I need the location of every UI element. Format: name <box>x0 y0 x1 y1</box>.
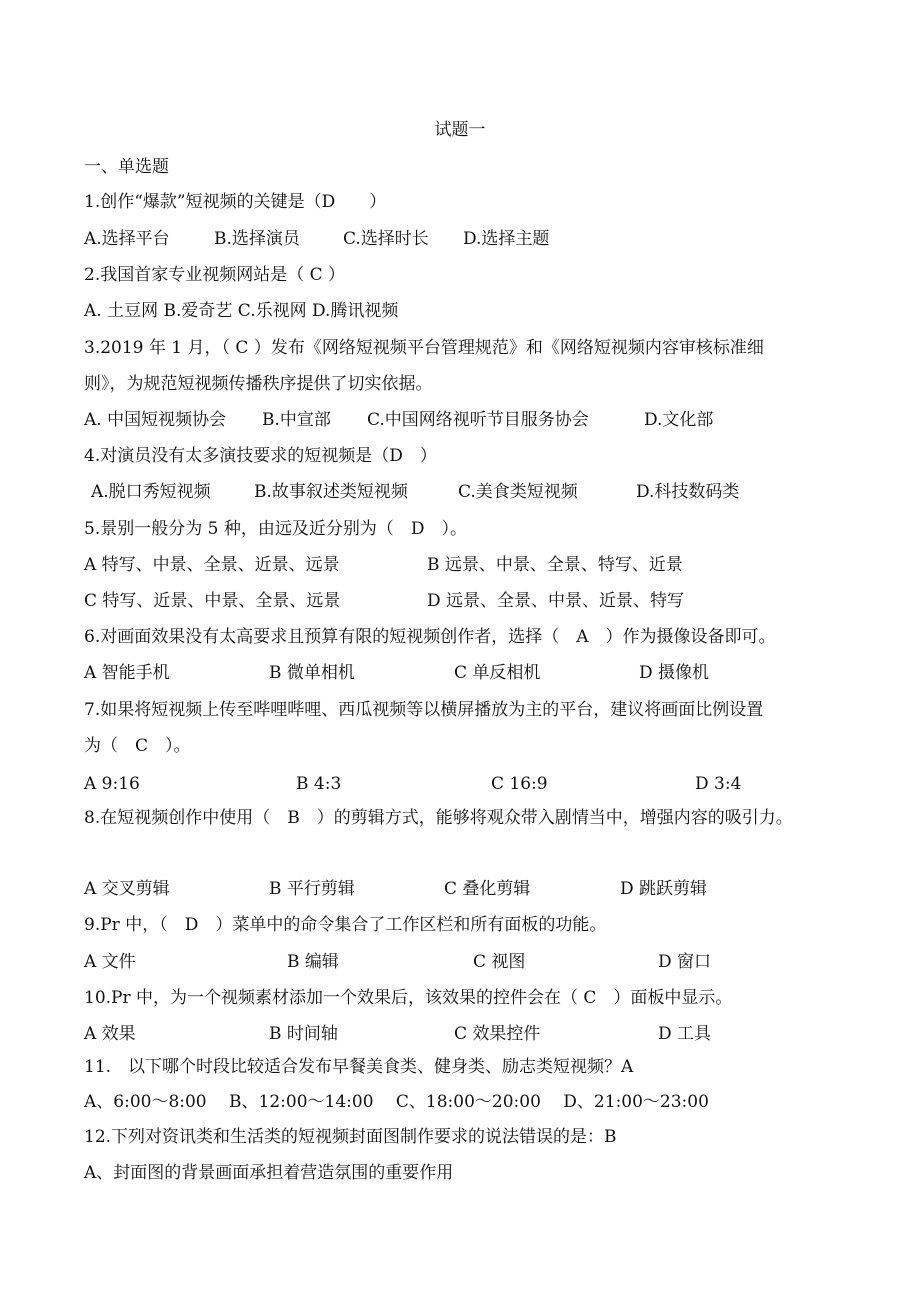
question-5-option-d: D 远景、全景、中景、近景、特写 <box>427 591 685 611</box>
section-heading: 一、单选题 <box>84 157 169 177</box>
question-10-option-a: A 效果 <box>84 1024 136 1044</box>
question-12-option-a: A、封面图的背景画面承担着营造氛围的重要作用 <box>84 1163 454 1183</box>
question-3-stem-line-2: 则》，为规范短视频传播秩序提供了切实依据。 <box>84 374 433 394</box>
question-6-option-d: D 摄像机 <box>639 663 710 683</box>
question-5-option-a: A 特写、中景、全景、近景、远景 <box>84 555 340 575</box>
question-9-option-c: C 视图 <box>473 952 526 972</box>
question-5-option-b: B 远景、中景、全景、特写、近景 <box>427 555 683 575</box>
question-8-option-b: B 平行剪辑 <box>269 879 355 899</box>
question-2-stem: 2.我国首家专业视频网站是（ C ） <box>84 265 346 285</box>
question-1-option-c: C.选择时长 <box>343 229 429 249</box>
question-9-option-b: B 编辑 <box>287 952 339 972</box>
question-3-option-c: C.中国网络视听节目服务协会 <box>367 410 589 430</box>
question-8-option-c: C 叠化剪辑 <box>444 879 531 899</box>
question-6-option-b: B 微单相机 <box>269 663 355 683</box>
question-6-option-c: C 单反相机 <box>454 663 541 683</box>
question-4-option-a: A.脱口秀短视频 <box>91 482 211 502</box>
question-7-option-d: D 3:4 <box>695 774 742 794</box>
question-4-stem: 4.对演员没有太多演技要求的短视频是（D ） <box>84 446 437 466</box>
question-1-stem: 1.创作“爆款”短视频的关键是（D ） <box>84 192 387 212</box>
question-10-stem: 10.Pr 中，为一个视频素材添加一个效果后，该效果的控件会在（ C ）面板中显示。 <box>84 988 733 1008</box>
question-11-options: A、6:00～8:00 B、12:00～14:00 C、18:00～20:00 D、21:00～23:00 <box>84 1092 709 1112</box>
question-6-stem: 6.对画面效果没有太高要求且预算有限的短视频创作者，选择（ A ）作为摄像设备即可。 <box>84 627 776 647</box>
question-4-option-d: D.科技数码类 <box>636 482 740 502</box>
question-6-option-a: A 智能手机 <box>84 663 170 683</box>
question-9-option-d: D 窗口 <box>658 952 712 972</box>
question-3-option-b: B.中宣部 <box>262 410 331 430</box>
question-7-option-a: A 9:16 <box>84 774 140 794</box>
question-1-option-b: B.选择演员 <box>214 229 300 249</box>
question-3-option-d: D.文化部 <box>644 410 714 430</box>
page-title: 试题一 <box>434 120 486 140</box>
question-8-option-a: A 交叉剪辑 <box>84 879 170 899</box>
question-7-stem-line-1: 7.如果将短视频上传至哔哩哔哩、西瓜视频等以横屏播放为主的平台，建议将画面比例设置 <box>84 700 764 720</box>
question-2-options: A. 土豆网 B.爱奇艺 C.乐视网 D.腾讯视频 <box>84 301 399 321</box>
question-3-option-a: A. 中国短视频协会 <box>84 410 227 430</box>
question-10-option-b: B 时间轴 <box>269 1024 338 1044</box>
question-5-stem: 5.景别一般分为 5 种，由远及近分别为（ D ）。 <box>84 519 467 539</box>
question-1-option-a: A.选择平台 <box>84 229 170 249</box>
question-7-stem-line-2: 为（ C ）。 <box>84 736 191 756</box>
question-12-stem: 12.下列对资讯类和生活类的短视频封面图制作要求的说法错误的是：B <box>84 1127 617 1147</box>
question-9-stem: 9.Pr 中，（ D ）菜单中的命令集合了工作区栏和所有面板的功能。 <box>84 915 607 935</box>
question-5-option-c: C 特写、近景、中景、全景、远景 <box>84 591 341 611</box>
question-3-stem-line-1: 3.2019 年 1 月，（ C ）发布《网络短视频平台管理规范》和《网络短视频内容审核标准细 <box>84 338 764 358</box>
question-9-option-a: A 文件 <box>84 952 136 972</box>
question-10-option-d: D 工具 <box>658 1024 712 1044</box>
question-4-option-b: B.故事叙述类短视频 <box>254 482 408 502</box>
question-4-option-c: C.美食类短视频 <box>458 482 578 502</box>
question-7-option-c: C 16:9 <box>491 774 548 794</box>
question-1-option-d: D.选择主题 <box>463 229 550 249</box>
question-7-option-b: B 4:3 <box>296 774 342 794</box>
question-10-option-c: C 效果控件 <box>454 1024 541 1044</box>
question-11-stem: 11. 以下哪个时段比较适合发布早餐美食类、健身类、励志类短视频？A <box>84 1057 634 1077</box>
question-8-option-d: D 跳跃剪辑 <box>620 879 708 899</box>
question-8-stem: 8.在短视频创作中使用（ B ）的剪辑方式，能够将观众带入剧情当中，增强内容的吸引力。 <box>84 808 793 828</box>
